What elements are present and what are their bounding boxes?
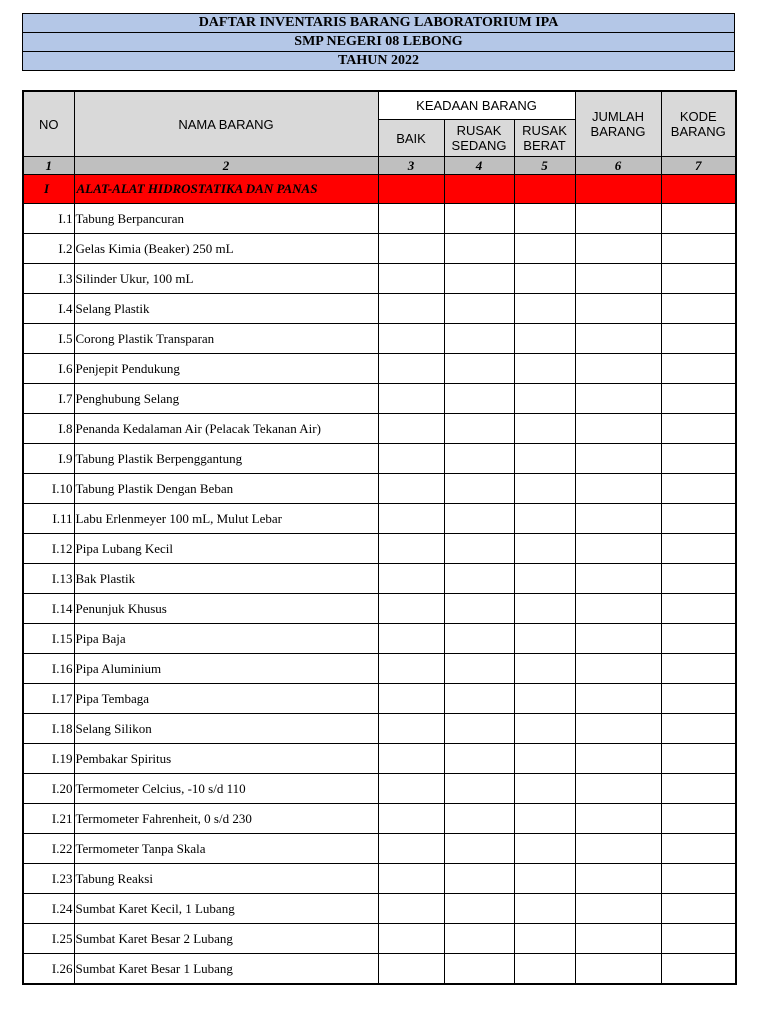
table-row <box>23 534 736 564</box>
baik-cell[interactable] <box>378 654 444 684</box>
kode-cell[interactable] <box>661 444 736 474</box>
title-line-2: SMP NEGERI 08 LEBONG <box>23 33 735 52</box>
rusak-sedang-cell[interactable] <box>444 594 514 624</box>
rusak-sedang-cell[interactable] <box>444 324 514 354</box>
rusak-berat-cell[interactable] <box>514 294 575 324</box>
baik-cell[interactable] <box>378 834 444 864</box>
jumlah-cell[interactable] <box>575 474 661 504</box>
header-baik: BAIK <box>378 120 444 157</box>
baik-cell[interactable] <box>378 894 444 924</box>
rusak-sedang-cell[interactable] <box>444 474 514 504</box>
table-row <box>23 714 736 744</box>
baik-cell[interactable] <box>378 294 444 324</box>
item-number: I.2 <box>23 234 74 264</box>
item-number: I.7 <box>23 384 74 414</box>
table-row <box>23 894 736 924</box>
item-number: I.20 <box>23 774 74 804</box>
item-number: I.5 <box>23 324 74 354</box>
kode-cell[interactable] <box>661 234 736 264</box>
rusak-sedang-cell[interactable] <box>444 714 514 744</box>
jumlah-cell[interactable] <box>575 204 661 234</box>
item-name: Sumbat Karet Kecil, 1 Lubang <box>74 894 378 924</box>
kode-cell[interactable] <box>661 654 736 684</box>
baik-cell[interactable] <box>378 594 444 624</box>
item-number: I.17 <box>23 684 74 714</box>
table-row <box>23 234 736 264</box>
header-jumlah-label: JUMLAH BARANG <box>590 109 646 139</box>
baik-cell[interactable] <box>378 954 444 985</box>
jumlah-cell[interactable] <box>575 324 661 354</box>
jumlah-cell[interactable] <box>575 684 661 714</box>
kode-cell[interactable] <box>661 594 736 624</box>
rusak-sedang-cell[interactable] <box>444 534 514 564</box>
rusak-berat-cell[interactable] <box>514 444 575 474</box>
rusak-sedang-cell[interactable] <box>444 624 514 654</box>
item-number: I.8 <box>23 414 74 444</box>
item-name: Tabung Plastik Berpenggantung <box>74 444 378 474</box>
rusak-berat-cell[interactable] <box>514 354 575 384</box>
rusak-berat-cell[interactable] <box>514 834 575 864</box>
jumlah-cell[interactable] <box>575 354 661 384</box>
header-rusak-sedang <box>444 120 514 157</box>
item-rows <box>23 204 736 985</box>
section-name: ALAT-ALAT HIDROSTATIKA DAN PANAS <box>74 175 378 204</box>
baik-cell[interactable] <box>378 534 444 564</box>
item-name: Tabung Reaksi <box>74 864 378 894</box>
jumlah-cell[interactable] <box>575 594 661 624</box>
kode-cell[interactable] <box>661 414 736 444</box>
table-row <box>23 414 736 444</box>
baik-cell[interactable] <box>378 204 444 234</box>
rusak-berat-cell[interactable] <box>514 804 575 834</box>
table-row <box>23 924 736 954</box>
rusak-berat-cell[interactable] <box>514 924 575 954</box>
table-row <box>23 204 736 234</box>
rusak-sedang-cell[interactable] <box>444 744 514 774</box>
kode-cell[interactable] <box>661 624 736 654</box>
item-number: I.16 <box>23 654 74 684</box>
item-name: Gelas Kimia (Beaker) 250 mL <box>74 234 378 264</box>
jumlah-cell[interactable] <box>575 864 661 894</box>
kode-cell[interactable] <box>661 534 736 564</box>
kode-cell[interactable] <box>661 564 736 594</box>
rusak-sedang-cell[interactable] <box>444 834 514 864</box>
header-nama-barang: NAMA BARANG <box>74 91 378 157</box>
table-row <box>23 294 736 324</box>
jumlah-cell[interactable] <box>575 234 661 264</box>
baik-cell[interactable] <box>378 414 444 444</box>
jumlah-cell[interactable] <box>575 774 661 804</box>
rusak-sedang-cell[interactable] <box>444 264 514 294</box>
kode-cell[interactable] <box>661 324 736 354</box>
item-name: Pipa Tembaga <box>74 684 378 714</box>
jumlah-cell[interactable] <box>575 804 661 834</box>
table-row <box>23 774 736 804</box>
section-row <box>23 175 736 204</box>
baik-cell[interactable] <box>378 444 444 474</box>
item-number: I.11 <box>23 504 74 534</box>
jumlah-cell[interactable] <box>575 264 661 294</box>
item-name: Penghubung Selang <box>74 384 378 414</box>
item-number: I.12 <box>23 534 74 564</box>
rusak-sedang-cell[interactable] <box>444 414 514 444</box>
item-name: Penunjuk Khusus <box>74 594 378 624</box>
section-number: I <box>23 175 74 204</box>
item-name: Silinder Ukur, 100 mL <box>74 264 378 294</box>
jumlah-cell[interactable] <box>575 654 661 684</box>
baik-cell[interactable] <box>378 744 444 774</box>
document-title-block <box>22 13 735 71</box>
table-row <box>23 354 736 384</box>
item-number: I.25 <box>23 924 74 954</box>
baik-cell[interactable] <box>378 264 444 294</box>
rusak-sedang-cell[interactable] <box>444 684 514 714</box>
rusak-sedang-cell[interactable] <box>444 804 514 834</box>
rusak-berat-cell[interactable] <box>514 234 575 264</box>
section-cell <box>514 175 575 204</box>
table-row <box>23 744 736 774</box>
item-name: Sumbat Karet Besar 1 Lubang <box>74 954 378 985</box>
rusak-sedang-cell[interactable] <box>444 564 514 594</box>
item-name: Tabung Berpancuran <box>74 204 378 234</box>
table-row <box>23 804 736 834</box>
title-line-3: TAHUN 2022 <box>23 52 735 71</box>
section-cell <box>661 175 736 204</box>
kode-cell[interactable] <box>661 954 736 985</box>
item-name: Termometer Fahrenheit, 0 s/d 230 <box>74 804 378 834</box>
rusak-berat-cell[interactable] <box>514 654 575 684</box>
kode-cell[interactable] <box>661 834 736 864</box>
jumlah-cell[interactable] <box>575 744 661 774</box>
item-number: I.22 <box>23 834 74 864</box>
header-rusak-berat-label: RUSAK BERAT <box>522 123 567 154</box>
kode-cell[interactable] <box>661 294 736 324</box>
baik-cell[interactable] <box>378 474 444 504</box>
item-number: I.9 <box>23 444 74 474</box>
item-number: I.4 <box>23 294 74 324</box>
kode-cell[interactable] <box>661 384 736 414</box>
item-name: Sumbat Karet Besar 2 Lubang <box>74 924 378 954</box>
rusak-sedang-cell[interactable] <box>444 654 514 684</box>
rusak-sedang-cell[interactable] <box>444 384 514 414</box>
rusak-berat-cell[interactable] <box>514 324 575 354</box>
rusak-berat-cell[interactable] <box>514 264 575 294</box>
rusak-sedang-cell[interactable] <box>444 924 514 954</box>
title-line-1: DAFTAR INVENTARIS BARANG LABORATORIUM IPA <box>23 14 735 33</box>
item-number: I.23 <box>23 864 74 894</box>
baik-cell[interactable] <box>378 384 444 414</box>
rusak-berat-cell[interactable] <box>514 894 575 924</box>
jumlah-cell[interactable] <box>575 294 661 324</box>
baik-cell[interactable] <box>378 624 444 654</box>
jumlah-cell[interactable] <box>575 714 661 744</box>
rusak-berat-cell[interactable] <box>514 744 575 774</box>
rusak-berat-cell[interactable] <box>514 204 575 234</box>
rusak-berat-cell[interactable] <box>514 564 575 594</box>
rusak-berat-cell[interactable] <box>514 384 575 414</box>
rusak-berat-cell[interactable] <box>514 474 575 504</box>
table-row <box>23 864 736 894</box>
rusak-berat-cell[interactable] <box>514 594 575 624</box>
item-name: Labu Erlenmeyer 100 mL, Mulut Lebar <box>74 504 378 534</box>
column-number: 5 <box>514 157 575 175</box>
header-keadaan-barang: KEADAAN BARANG <box>378 91 575 120</box>
header-no: NO <box>23 91 74 157</box>
table-row <box>23 444 736 474</box>
item-name: Termometer Celcius, -10 s/d 110 <box>74 774 378 804</box>
column-number: 6 <box>575 157 661 175</box>
column-number-row <box>23 157 736 175</box>
header-rusak-berat <box>514 120 575 157</box>
header-kode-barang <box>661 91 736 157</box>
kode-cell[interactable] <box>661 474 736 504</box>
item-name: Termometer Tanpa Skala <box>74 834 378 864</box>
jumlah-cell[interactable] <box>575 564 661 594</box>
baik-cell[interactable] <box>378 324 444 354</box>
kode-cell[interactable] <box>661 264 736 294</box>
jumlah-cell[interactable] <box>575 414 661 444</box>
baik-cell[interactable] <box>378 774 444 804</box>
jumlah-cell[interactable] <box>575 924 661 954</box>
rusak-berat-cell[interactable] <box>514 504 575 534</box>
item-name: Pipa Lubang Kecil <box>74 534 378 564</box>
table-row <box>23 954 736 985</box>
item-name: Penanda Kedalaman Air (Pelacak Tekanan Air) <box>74 414 378 444</box>
baik-cell[interactable] <box>378 354 444 384</box>
jumlah-cell[interactable] <box>575 954 661 985</box>
rusak-sedang-cell[interactable] <box>444 204 514 234</box>
item-name: Selang Silikon <box>74 714 378 744</box>
item-number: I.1 <box>23 204 74 234</box>
rusak-berat-cell[interactable] <box>514 864 575 894</box>
baik-cell[interactable] <box>378 564 444 594</box>
jumlah-cell[interactable] <box>575 384 661 414</box>
kode-cell[interactable] <box>661 684 736 714</box>
jumlah-cell[interactable] <box>575 624 661 654</box>
item-name: Pipa Aluminium <box>74 654 378 684</box>
baik-cell[interactable] <box>378 504 444 534</box>
rusak-sedang-cell[interactable] <box>444 864 514 894</box>
rusak-berat-cell[interactable] <box>514 714 575 744</box>
jumlah-cell[interactable] <box>575 504 661 534</box>
baik-cell[interactable] <box>378 864 444 894</box>
jumlah-cell[interactable] <box>575 894 661 924</box>
rusak-sedang-cell[interactable] <box>444 354 514 384</box>
item-name: Pipa Baja <box>74 624 378 654</box>
jumlah-cell[interactable] <box>575 834 661 864</box>
rusak-sedang-cell[interactable] <box>444 894 514 924</box>
rusak-sedang-cell[interactable] <box>444 234 514 264</box>
item-number: I.19 <box>23 744 74 774</box>
rusak-berat-cell[interactable] <box>514 774 575 804</box>
table-row <box>23 594 736 624</box>
table-row <box>23 324 736 354</box>
kode-cell[interactable] <box>661 804 736 834</box>
table-row <box>23 264 736 294</box>
table-row <box>23 654 736 684</box>
section-cell <box>575 175 661 204</box>
item-number: I.10 <box>23 474 74 504</box>
column-number: 3 <box>378 157 444 175</box>
item-number: I.3 <box>23 264 74 294</box>
table-row <box>23 624 736 654</box>
kode-cell[interactable] <box>661 204 736 234</box>
rusak-berat-cell[interactable] <box>514 954 575 985</box>
kode-cell[interactable] <box>661 744 736 774</box>
item-name: Bak Plastik <box>74 564 378 594</box>
kode-cell[interactable] <box>661 774 736 804</box>
baik-cell[interactable] <box>378 804 444 834</box>
column-number: 4 <box>444 157 514 175</box>
kode-cell[interactable] <box>661 354 736 384</box>
table-row <box>23 684 736 714</box>
rusak-sedang-cell[interactable] <box>444 504 514 534</box>
rusak-berat-cell[interactable] <box>514 414 575 444</box>
item-number: I.15 <box>23 624 74 654</box>
inventory-table <box>22 90 737 985</box>
item-number: I.24 <box>23 894 74 924</box>
item-name: Corong Plastik Transparan <box>74 324 378 354</box>
item-number: I.26 <box>23 954 74 985</box>
item-number: I.21 <box>23 804 74 834</box>
column-number: 2 <box>74 157 378 175</box>
baik-cell[interactable] <box>378 714 444 744</box>
baik-cell[interactable] <box>378 924 444 954</box>
rusak-berat-cell[interactable] <box>514 534 575 564</box>
baik-cell[interactable] <box>378 684 444 714</box>
item-number: I.18 <box>23 714 74 744</box>
header-kode-label: KODE BARANG <box>670 109 726 139</box>
kode-cell[interactable] <box>661 864 736 894</box>
rusak-sedang-cell[interactable] <box>444 294 514 324</box>
rusak-sedang-cell[interactable] <box>444 444 514 474</box>
table-row <box>23 384 736 414</box>
kode-cell[interactable] <box>661 924 736 954</box>
item-name: Pembakar Spiritus <box>74 744 378 774</box>
column-number: 7 <box>661 157 736 175</box>
header-rusak-sedang-label: RUSAK SEDANG <box>451 123 507 154</box>
table-row <box>23 834 736 864</box>
rusak-berat-cell[interactable] <box>514 624 575 654</box>
item-name: Penjepit Pendukung <box>74 354 378 384</box>
jumlah-cell[interactable] <box>575 534 661 564</box>
rusak-sedang-cell[interactable] <box>444 954 514 985</box>
item-number: I.6 <box>23 354 74 384</box>
jumlah-cell[interactable] <box>575 444 661 474</box>
rusak-sedang-cell[interactable] <box>444 774 514 804</box>
table-row <box>23 564 736 594</box>
kode-cell[interactable] <box>661 504 736 534</box>
section-cell <box>378 175 444 204</box>
item-number: I.13 <box>23 564 74 594</box>
column-number: 1 <box>23 157 74 175</box>
kode-cell[interactable] <box>661 714 736 744</box>
baik-cell[interactable] <box>378 234 444 264</box>
table-row <box>23 504 736 534</box>
table-row <box>23 474 736 504</box>
section-cell <box>444 175 514 204</box>
rusak-berat-cell[interactable] <box>514 684 575 714</box>
item-name: Selang Plastik <box>74 294 378 324</box>
item-name: Tabung Plastik Dengan Beban <box>74 474 378 504</box>
item-number: I.14 <box>23 594 74 624</box>
header-jumlah-barang <box>575 91 661 157</box>
kode-cell[interactable] <box>661 894 736 924</box>
